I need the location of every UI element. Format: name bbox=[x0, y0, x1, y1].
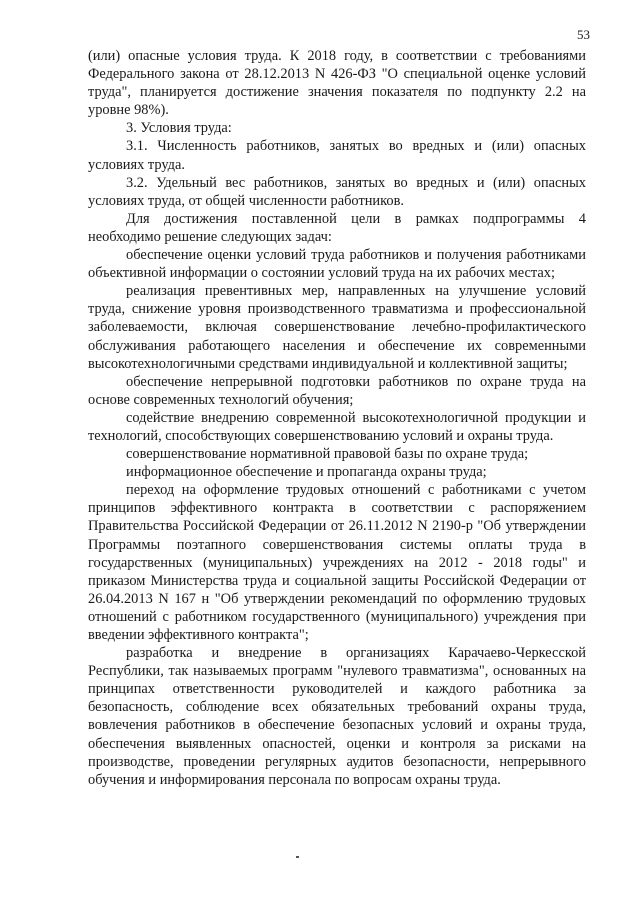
tasks-intro-paragraph: Для достижения поставленной цели в рамках подпрограммы 4 необходимо решение следующих задач: bbox=[88, 210, 586, 245]
task-item: обеспечение оценки условий труда работников и получения работниками объективной информации о состоянии условий труда на их рабочих местах; bbox=[88, 247, 586, 282]
task-item: разработка и внедрение в организациях Карачаево-Черкесской Республики, так называемых программ "нулевого травматизма", основанных на принципах ответственности руководителей и каждого работника за безопасность, соблюдение всех обязательных требований охраны труда, вовлечения работников в обеспечение безопасных условий и охраны труда, обеспечения выявленных опасностей, оценки и контроля за рисками на производстве, проведении регулярных аудитов безопасности, непрерывного обучения и информирования персонала по вопросам охраны труда. bbox=[88, 645, 586, 788]
paragraph-continuation: (или) опасные условия труда. К 2018 году, в соответствии с требованиями Федерального закона от 28.12.2013 N 426-ФЗ "О специальной оценке условий труда", планируется достижение значения показателя по подпункту 2.2 на уровне 98%). bbox=[88, 48, 586, 119]
indicator-3-1: 3.1. Численность работников, занятых во вредных и (или) опасных условиях труда. bbox=[88, 138, 586, 173]
task-item: переход на оформление трудовых отношений с работниками с учетом принципов эффективного контракта в соответствии с распоряжением Правительства Российской Федерации от 26.11.2012 N 2190-р "Об утверждении Программы поэтапного совершенствования системы оплаты труда в государственных (муниципальных) учреждениях на 2012 - 2018 годы" и приказом Министерства труда и социальной защиты Российской Федерации от 26.04.2013 N 167 н "Об утверждении рекомендаций по оформлению трудовых отношений с работником государственного (муниципального) учреждения при введении эффективного контракта"; bbox=[88, 482, 586, 643]
task-item: информационное обеспечение и пропаганда охраны труда; bbox=[126, 464, 487, 481]
indicator-3-2: 3.2. Удельный вес работников, занятых во вредных и (или) опасных условиях труда, от общей численности работников. bbox=[88, 174, 586, 209]
page-body bbox=[88, 47, 586, 789]
task-item: реализация превентивных мер, направленных на улучшение условий труда, снижение уровня производственного травматизма и профессиональной заболеваемости, включая совершенствование лечебно-профилактического обслуживания работающего населения и обеспечение их современными высокотехнологичными средствами индивидуальной и коллективной защиты; bbox=[88, 283, 586, 372]
task-item: обеспечение непрерывной подготовки работников по охране труда на основе современных технологий обучения; bbox=[88, 373, 586, 408]
task-item: совершенствование нормативной правовой базы по охране труда; bbox=[126, 446, 529, 463]
scan-artifact-dot bbox=[296, 856, 299, 858]
section-heading-working-conditions: 3. Условия труда: bbox=[126, 120, 232, 137]
page-number: 53 bbox=[577, 27, 590, 42]
task-item: содействие внедрению современной высокотехнологичной продукции и технологий, способствующих совершенствованию условий и охраны труда. bbox=[88, 409, 586, 444]
